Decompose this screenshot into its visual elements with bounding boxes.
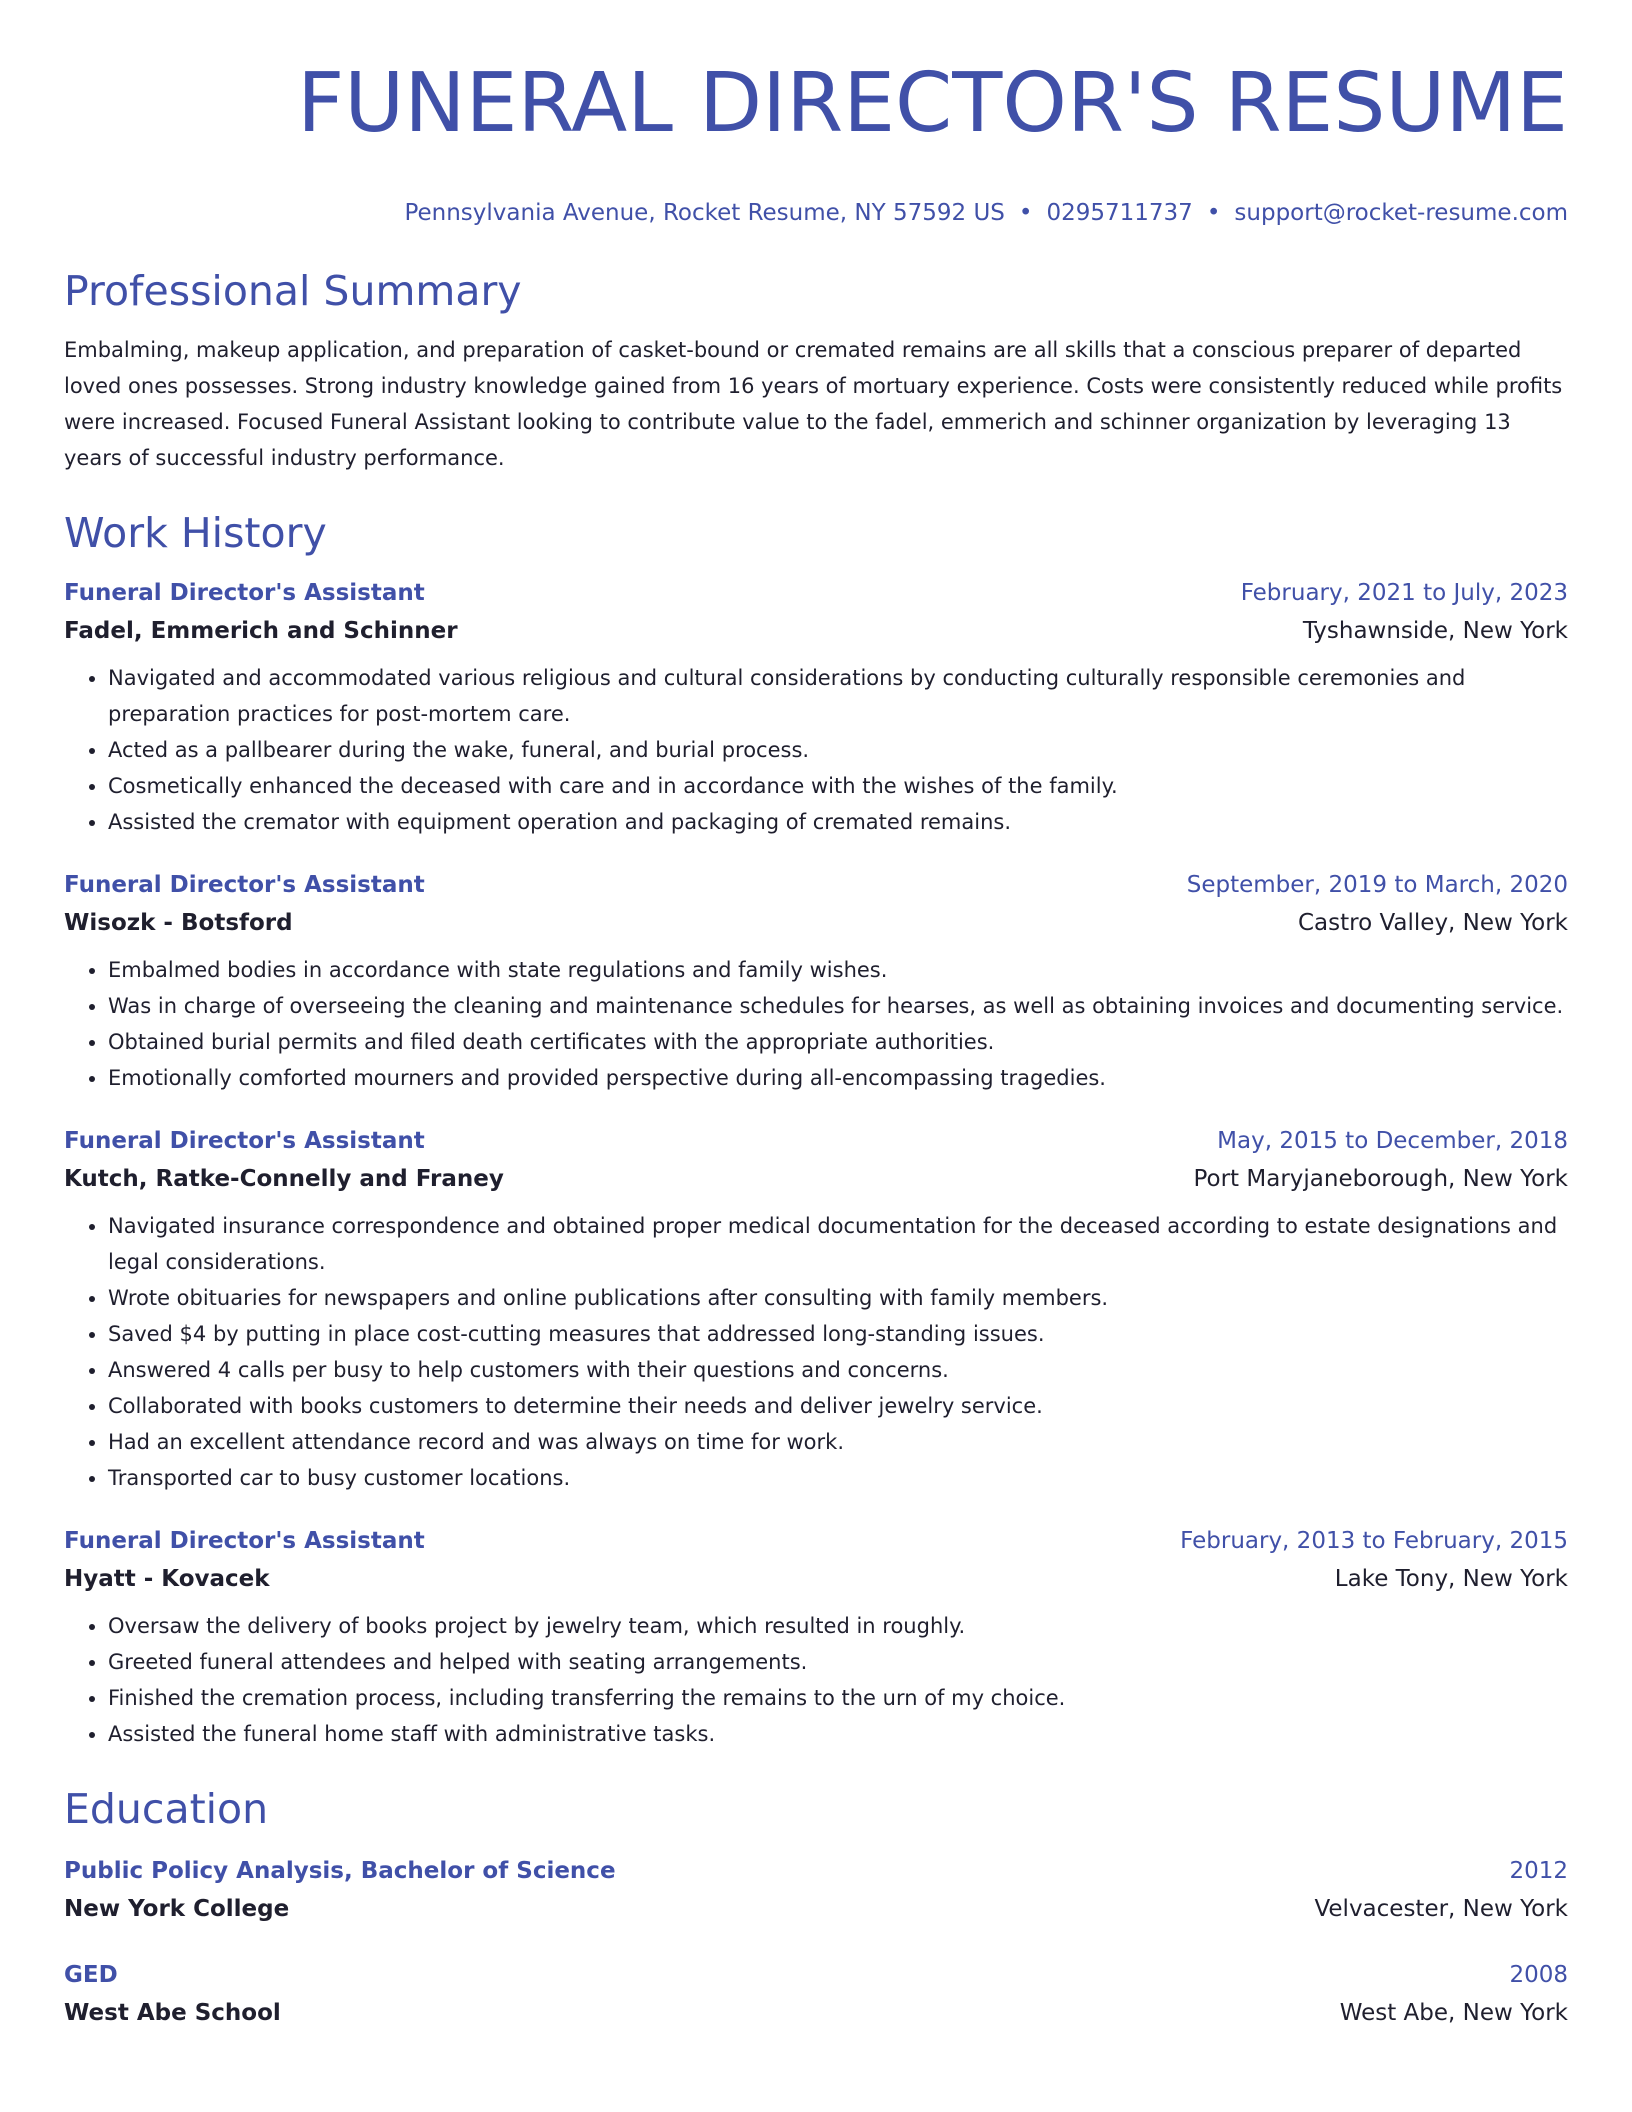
job-entry <box>64 1126 1568 1496</box>
job-bullet: • Cosmetically enhanced the deceased with care and in accordance with the wishes of the family. <box>108 768 1568 804</box>
contact-separator: • <box>1018 200 1033 226</box>
job-bullet: • Embalmed bodies in accordance with state regulations and family wishes. <box>108 952 1568 988</box>
job-bullet: • Assisted the cremator with equipment operation and packaging of cremated remains. <box>108 804 1568 840</box>
job-employer: Kutch, Ratke-Connelly and Franey <box>64 1166 504 1192</box>
job-bullets <box>64 660 1568 840</box>
job-title-row <box>64 1126 1568 1156</box>
job-entry <box>64 578 1568 840</box>
job-dates: February, 2013 to February, 2015 <box>1180 1528 1568 1554</box>
job-entry <box>64 1526 1568 1752</box>
education-degree-row <box>64 1960 1568 1990</box>
education-location: Velvacester, New York <box>1314 1896 1568 1922</box>
summary-text: Embalming, makeup application, and preparation of casket-bound or cremated remains are all skills that a conscious preparer of departed loved ones possesses. Strong industry knowledge gained from 16 years of mortuary experience. Costs were consistently reduced while profits were increased. Focused Funeral Assistant looking to contribute value to the fadel, emmerich and schinner organization by leveraging 13 years of successful industry performance. <box>64 338 1563 470</box>
job-bullet: • Saved $4 by putting in place cost-cutting measures that addressed long-standing issues. <box>108 1316 1568 1352</box>
job-bullet: • Emotionally comforted mourners and provided perspective during all-encompassing tragedies. <box>108 1060 1568 1096</box>
education-school: West Abe School <box>64 2000 281 2026</box>
job-employer-row <box>64 1164 1568 1194</box>
job-bullets <box>64 1608 1568 1752</box>
work-history-heading: Work History <box>64 509 327 557</box>
contact-phone: 0295711737 <box>1046 200 1193 226</box>
job-bullet: • Collaborated with books customers to determine their needs and deliver jewelry service. <box>108 1388 1568 1424</box>
job-bullets <box>64 1208 1568 1496</box>
job-employer-row <box>64 1564 1568 1594</box>
job-employer: Wisozk - Botsford <box>64 910 293 936</box>
summary-heading: Professional Summary <box>64 267 522 315</box>
job-employer-row <box>64 616 1568 646</box>
education-degree: GED <box>64 1962 118 1988</box>
education-school: New York College <box>64 1896 290 1922</box>
contact-email: support@rocket-resume.com <box>1234 200 1568 226</box>
job-employer-row <box>64 908 1568 938</box>
job-dates: February, 2021 to July, 2023 <box>1240 580 1568 606</box>
job-title: Funeral Director's Assistant <box>64 1528 425 1554</box>
job-dates: September, 2019 to March, 2020 <box>1186 872 1568 898</box>
job-title: Funeral Director's Assistant <box>64 580 425 606</box>
job-bullet: • Navigated and accommodated various religious and cultural considerations by conducting culturally responsible ceremonies and preparation practices for post-mortem care. <box>108 660 1568 732</box>
job-title: Funeral Director's Assistant <box>64 1128 425 1154</box>
job-location: Castro Valley, New York <box>1297 910 1568 936</box>
job-bullet: • Had an excellent attendance record and was always on time for work. <box>108 1424 1568 1460</box>
job-bullet: • Obtained burial permits and filed death certificates with the appropriate authorities. <box>108 1024 1568 1060</box>
job-bullet: • Assisted the funeral home staff with administrative tasks. <box>108 1716 1568 1752</box>
resume-title: FUNERAL DIRECTOR'S RESUME <box>297 56 1568 151</box>
education-location: West Abe, New York <box>1339 2000 1568 2026</box>
job-location: Tyshawnside, New York <box>1302 618 1568 644</box>
job-title: Funeral Director's Assistant <box>64 872 425 898</box>
education-entry <box>64 1960 1568 2028</box>
job-bullet: • Oversaw the delivery of books project by jewelry team, which resulted in roughly. <box>108 1608 1568 1644</box>
job-bullet: • Acted as a pallbearer during the wake, funeral, and burial process. <box>108 732 1568 768</box>
job-title-row <box>64 1526 1568 1556</box>
job-bullet: • Finished the cremation process, including transferring the remains to the urn of my choice. <box>108 1680 1568 1716</box>
contact-separator: • <box>1206 200 1221 226</box>
job-location: Lake Tony, New York <box>1334 1566 1568 1592</box>
job-bullet: • Wrote obituaries for newspapers and online publications after consulting with family members. <box>108 1280 1568 1316</box>
education-degree-row <box>64 1856 1568 1886</box>
job-employer: Fadel, Emmerich and Schinner <box>64 618 458 644</box>
job-bullet: • Greeted funeral attendees and helped with seating arrangements. <box>108 1644 1568 1680</box>
education-year: 2008 <box>1509 1962 1568 1988</box>
education-entry <box>64 1856 1568 1924</box>
job-bullet: • Answered 4 calls per busy to help customers with their questions and concerns. <box>108 1352 1568 1388</box>
job-bullets <box>64 952 1568 1096</box>
job-bullet: • Transported car to busy customer locations. <box>108 1460 1568 1496</box>
contact-address: Pennsylvania Avenue, Rocket Resume, NY 57592 US <box>404 200 1005 226</box>
job-bullet: • Was in charge of overseeing the cleaning and maintenance schedules for hearses, as well as obtaining invoices and documenting service. <box>108 988 1568 1024</box>
education-degree: Public Policy Analysis, Bachelor of Science <box>64 1858 616 1884</box>
job-entry <box>64 870 1568 1096</box>
job-dates: May, 2015 to December, 2018 <box>1217 1128 1568 1154</box>
contact-line <box>64 198 1568 228</box>
job-title-row <box>64 870 1568 900</box>
job-location: Port Maryjaneborough, New York <box>1193 1166 1568 1192</box>
education-school-row <box>64 1894 1568 1924</box>
job-employer: Hyatt - Kovacek <box>64 1566 270 1592</box>
education-year: 2012 <box>1509 1858 1568 1884</box>
education-heading: Education <box>64 1785 269 1833</box>
job-bullet: • Navigated insurance correspondence and obtained proper medical documentation for the deceased according to estate designations and legal considerations. <box>108 1208 1568 1280</box>
job-title-row <box>64 578 1568 608</box>
education-school-row <box>64 1998 1568 2028</box>
